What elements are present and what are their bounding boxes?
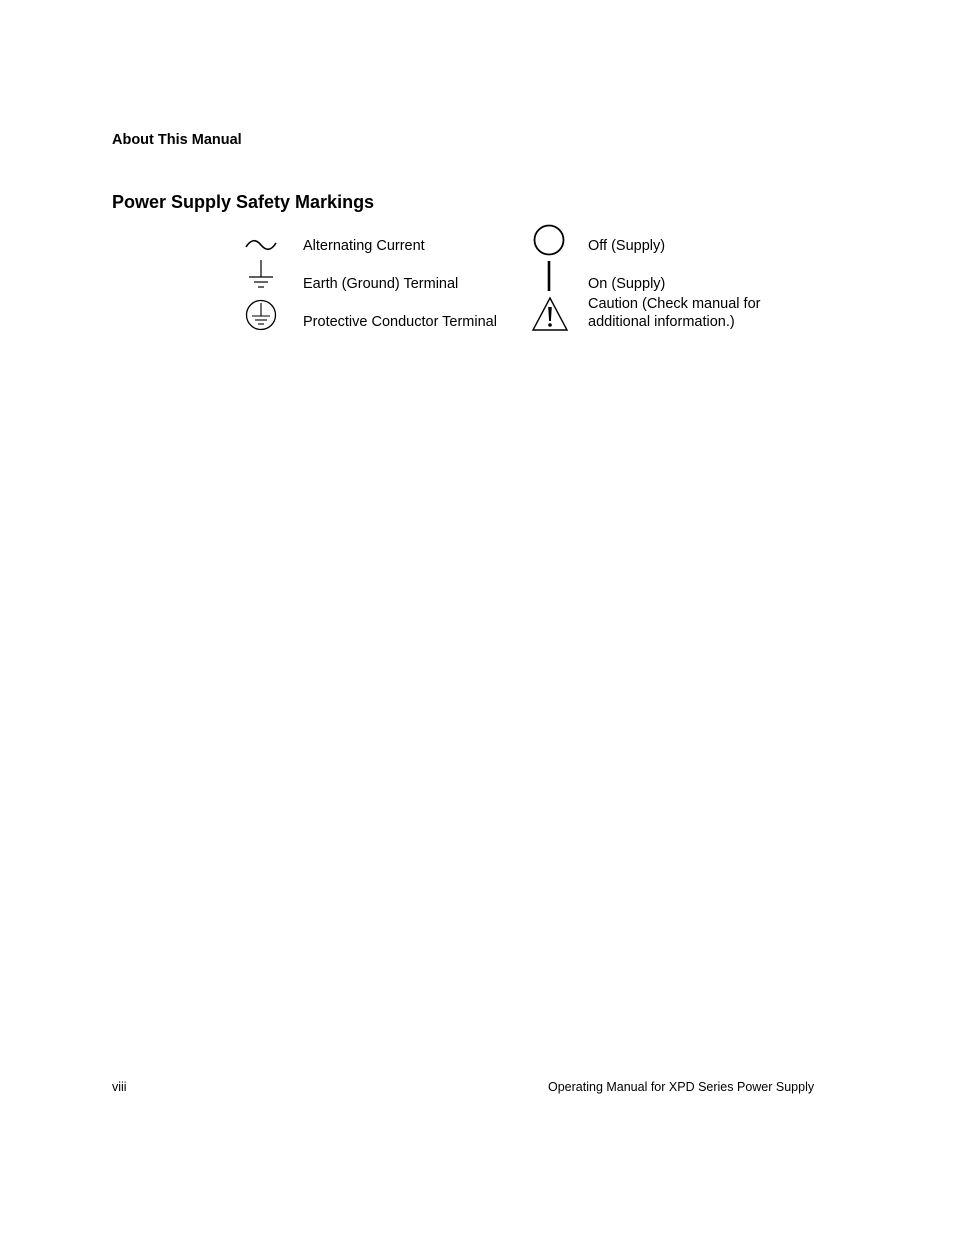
protective-conductor-icon xyxy=(244,298,278,332)
earth-terminal-label: Earth (Ground) Terminal xyxy=(303,276,459,292)
caution-label-line1: Caution (Check manual for xyxy=(588,296,761,312)
page-number: viii xyxy=(112,1080,127,1094)
caution-label-line2: additional information.) xyxy=(588,314,735,330)
footer-manual-title: Operating Manual for XPD Series Power Supply xyxy=(548,1080,815,1094)
off-supply-label: Off (Supply) xyxy=(588,238,666,254)
earth-ground-icon xyxy=(246,259,276,291)
section-title: Power Supply Safety Markings xyxy=(112,192,375,212)
off-circle-icon xyxy=(532,224,566,256)
caution-triangle-icon xyxy=(531,296,569,332)
alternating-current-label: Alternating Current xyxy=(303,238,425,254)
on-line-icon xyxy=(542,260,556,292)
on-supply-label: On (Supply) xyxy=(588,276,666,292)
running-header: About This Manual xyxy=(112,132,242,148)
protective-conductor-label: Protective Conductor Terminal xyxy=(303,314,497,330)
alternating-current-icon xyxy=(244,236,278,254)
